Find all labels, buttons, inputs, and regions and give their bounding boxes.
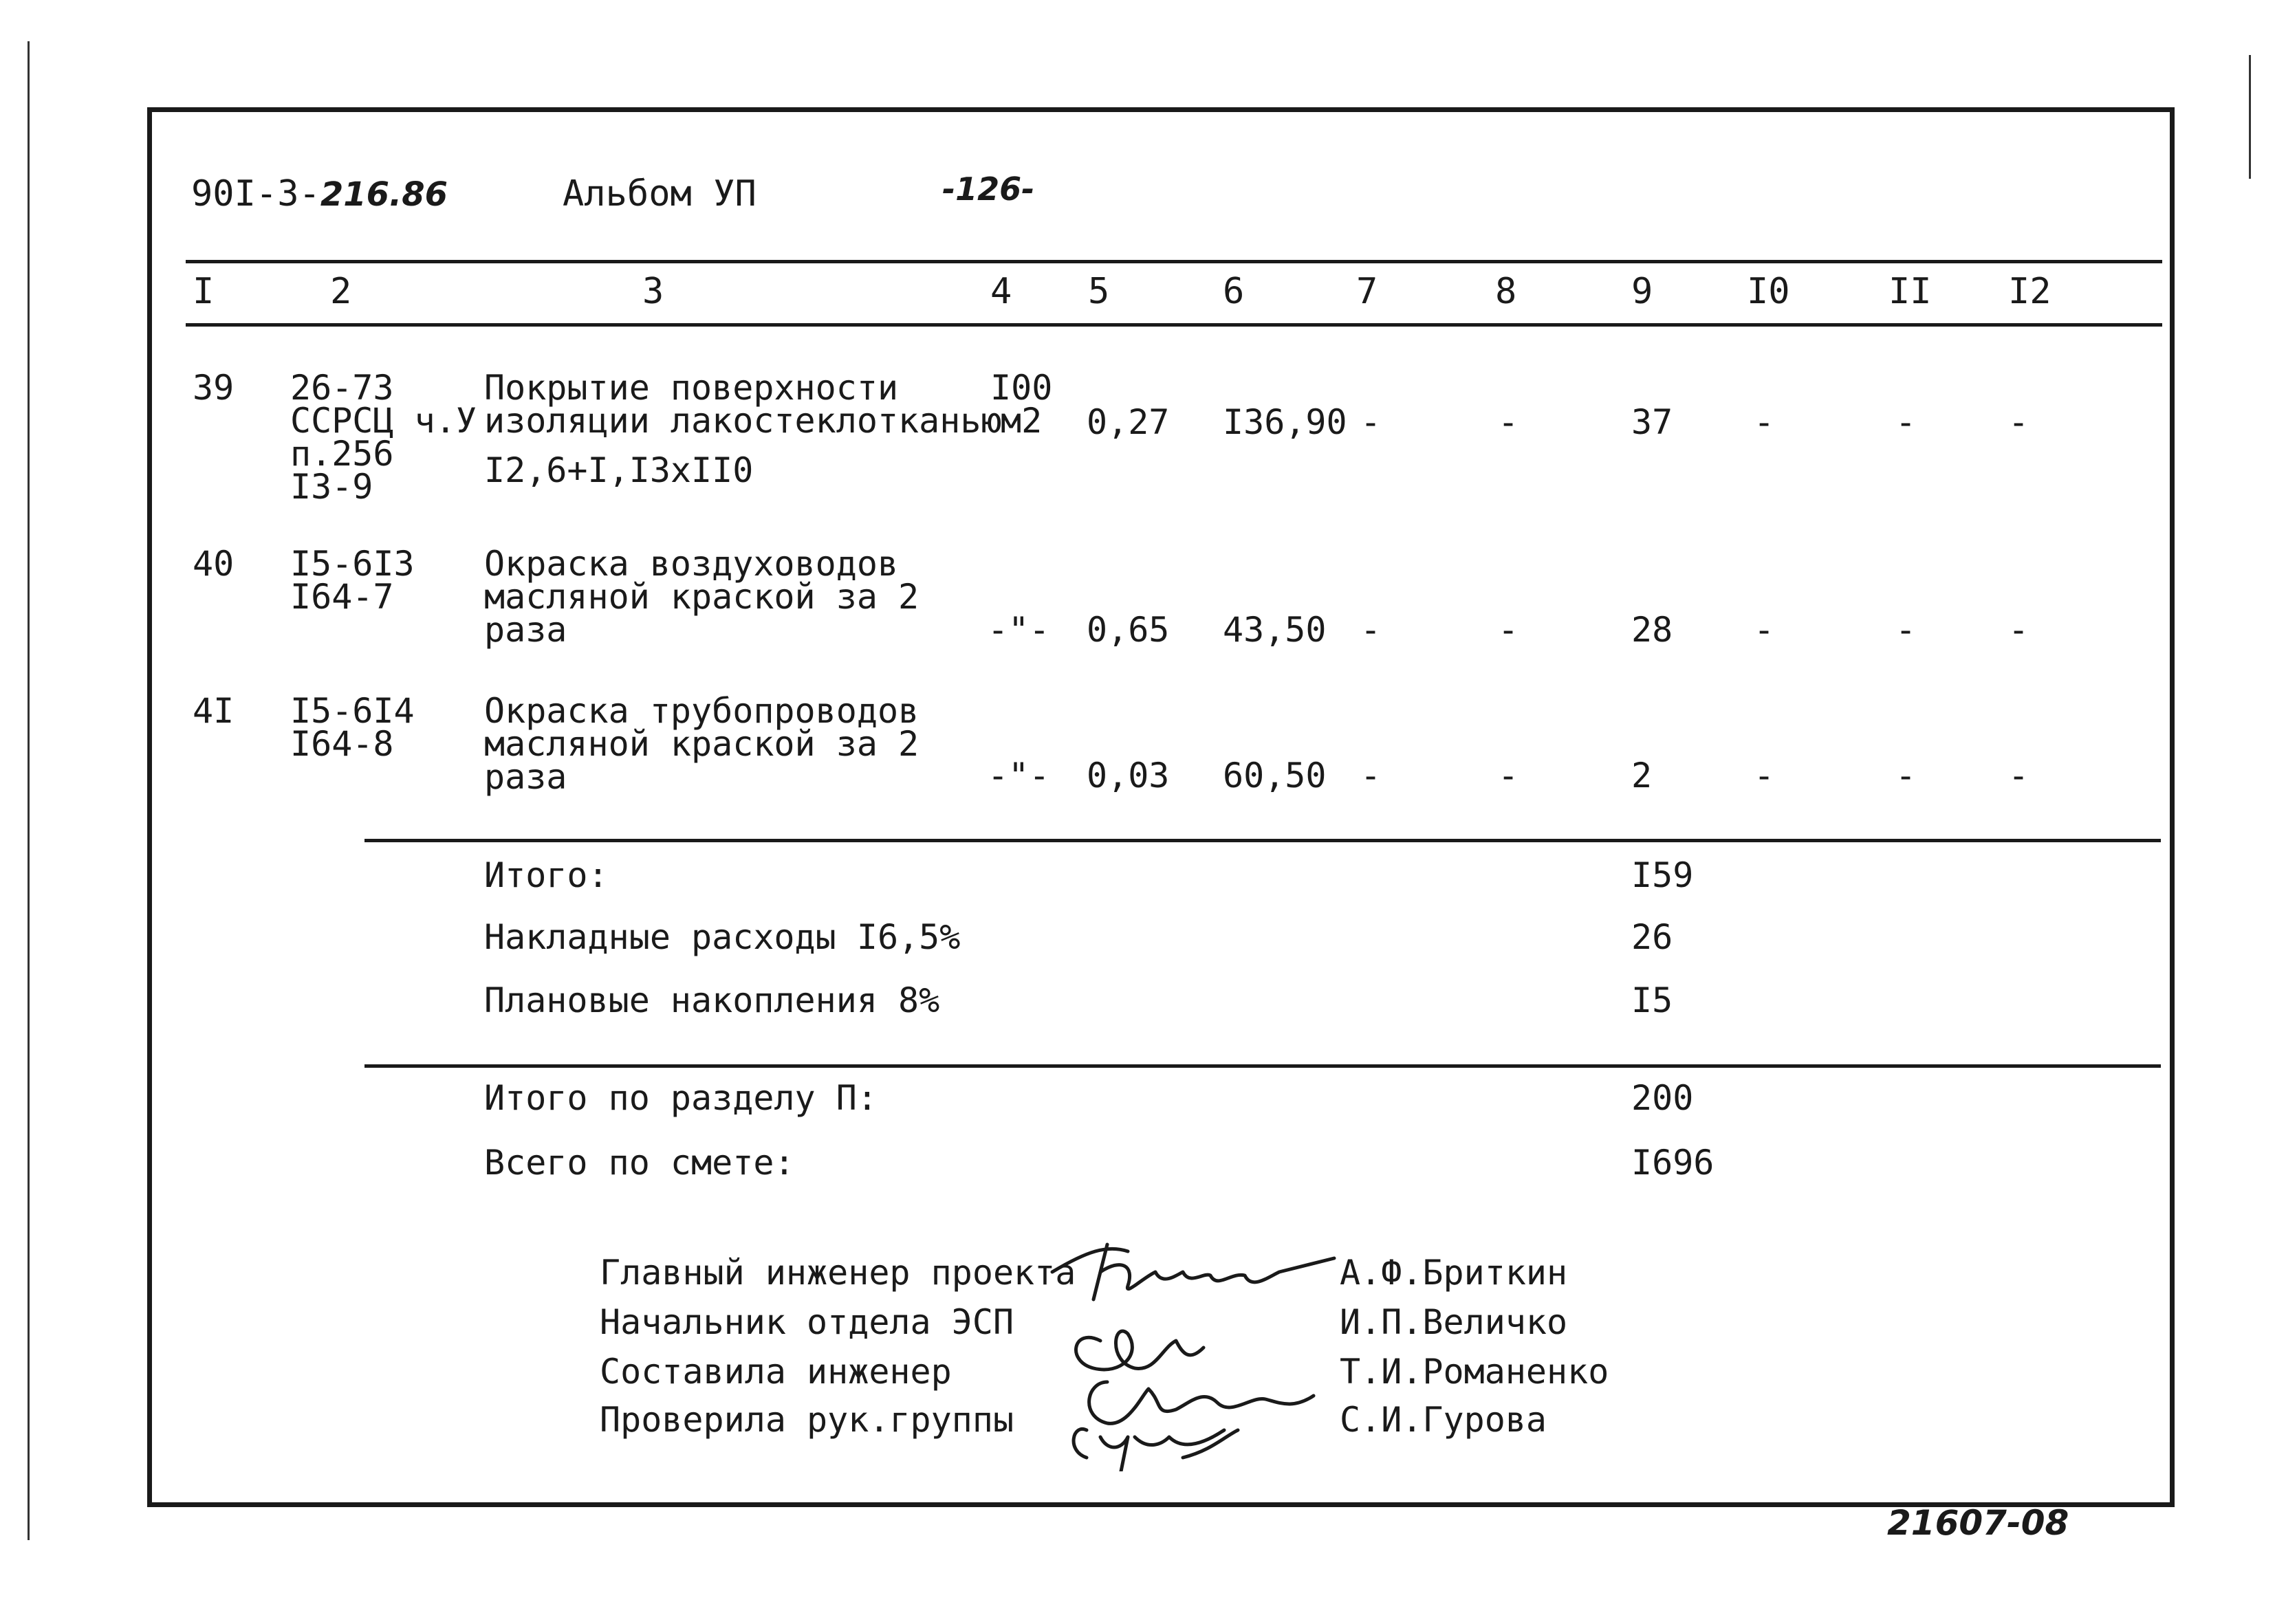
column-header-9: 9 <box>1631 271 1653 312</box>
header-rule-bottom <box>186 323 2162 327</box>
row-description: Покрытие поверхности изоляции лакостеклотканью <box>484 368 1002 441</box>
signature-4 <box>1074 1429 1238 1471</box>
column-header-3: 3 <box>642 271 664 312</box>
document-code <box>191 173 448 215</box>
signatory-role-2: Начальник отдела ЭСП <box>600 1302 1014 1342</box>
document-code-handwritten: 216.86 <box>320 175 448 214</box>
row-col-12: - <box>2008 402 2029 442</box>
row-col-7: - <box>1360 610 1382 650</box>
subtotal-value: I59 <box>1631 855 1694 895</box>
archive-number: 21607-08 <box>1887 1503 2069 1543</box>
column-header-10: I0 <box>1747 271 1790 312</box>
row-code: I5-6I3 I64-7 <box>290 544 415 617</box>
column-header-1: I <box>193 271 215 312</box>
row-quantity: 0,27 <box>1087 402 1170 442</box>
row-unit-price: 43,50 <box>1223 610 1327 650</box>
row-unit: -"- <box>988 610 1050 650</box>
row-unit-price: I36,90 <box>1223 402 1347 442</box>
signatory-name-1: А.Ф.Бриткин <box>1340 1253 1568 1293</box>
column-header-8: 8 <box>1495 271 1517 312</box>
row-col-11: - <box>1895 610 1917 650</box>
overhead-value: 26 <box>1631 917 1673 957</box>
column-header-7: 7 <box>1356 271 1378 312</box>
signatory-role-3: Составила инженер <box>600 1352 952 1392</box>
column-header-4: 4 <box>990 271 1012 312</box>
grand-total-value: I696 <box>1631 1143 1715 1183</box>
signatory-role-1: Главный инженер проекта <box>600 1253 1076 1293</box>
row-code: 26-73 ССРСЦ ч.У п.256 I3-9 <box>290 368 477 507</box>
row-unit: -"- <box>988 756 1050 795</box>
document-code-typed: 90I-3- <box>191 173 320 215</box>
signatory-name-3: Т.И.Романенко <box>1340 1352 1609 1392</box>
row-col-9: 2 <box>1631 756 1653 795</box>
scan-edge-mark-right <box>2249 55 2251 179</box>
scan-edge-mark-left <box>28 41 30 1540</box>
column-header-12: I2 <box>2008 271 2051 312</box>
section-total-value: 200 <box>1631 1078 1694 1118</box>
page-number: -126- <box>942 171 1035 208</box>
row-col-9: 37 <box>1631 402 1673 442</box>
row-col-10: - <box>1754 610 1775 650</box>
row-number: 4I <box>193 691 235 731</box>
row-description: Окраска воздуховодов масляной краской за 2 раза <box>484 544 919 650</box>
totals-rule <box>364 839 2161 842</box>
planned-savings-label: Плановые накопления 8% <box>484 980 940 1020</box>
signatory-name-4: С.И.Гурова <box>1340 1400 1547 1440</box>
row-col-10: - <box>1754 756 1775 795</box>
grand-total-label: Всего по смете: <box>484 1143 795 1183</box>
row-formula: I2,6+I,I3xII0 <box>484 450 754 490</box>
row-number: 40 <box>193 544 235 584</box>
overhead-label: Накладные расходы I6,5% <box>484 917 961 957</box>
handwritten-signatures <box>1045 1224 1348 1471</box>
signature-2 <box>1076 1331 1204 1370</box>
column-header-6: 6 <box>1223 271 1245 312</box>
section-total-label: Итого по разделу П: <box>484 1078 878 1118</box>
row-col-12: - <box>2008 610 2029 650</box>
signatory-role-4: Проверила рук.группы <box>600 1400 1014 1440</box>
row-quantity: 0,03 <box>1087 756 1170 795</box>
row-col-8: - <box>1498 402 1519 442</box>
row-col-9: 28 <box>1631 610 1673 650</box>
album-title: Альбом УП <box>563 173 756 215</box>
header-rule-top <box>186 260 2162 263</box>
subtotal-label: Итого: <box>484 855 609 895</box>
row-number: 39 <box>193 368 235 408</box>
signature-3 <box>1089 1382 1314 1423</box>
row-col-8: - <box>1498 756 1519 795</box>
column-header-5: 5 <box>1088 271 1110 312</box>
row-quantity: 0,65 <box>1087 610 1170 650</box>
signature-1 <box>1052 1244 1334 1299</box>
row-code: I5-6I4 I64-8 <box>290 691 415 764</box>
row-col-8: - <box>1498 610 1519 650</box>
row-unit-price: 60,50 <box>1223 756 1327 795</box>
planned-savings-value: I5 <box>1631 980 1673 1020</box>
row-col-11: - <box>1895 756 1917 795</box>
row-col-7: - <box>1360 402 1382 442</box>
section-totals-rule <box>364 1064 2161 1068</box>
column-header-11: II <box>1888 271 1932 312</box>
row-unit: I00 м2 <box>990 368 1053 441</box>
row-col-12: - <box>2008 756 2029 795</box>
column-header-2: 2 <box>330 271 352 312</box>
row-col-10: - <box>1754 402 1775 442</box>
row-col-11: - <box>1895 402 1917 442</box>
row-description: Окраска трубопроводов масляной краской за 2 раза <box>484 691 919 797</box>
signatory-name-2: И.П.Величко <box>1340 1302 1568 1342</box>
row-col-7: - <box>1360 756 1382 795</box>
